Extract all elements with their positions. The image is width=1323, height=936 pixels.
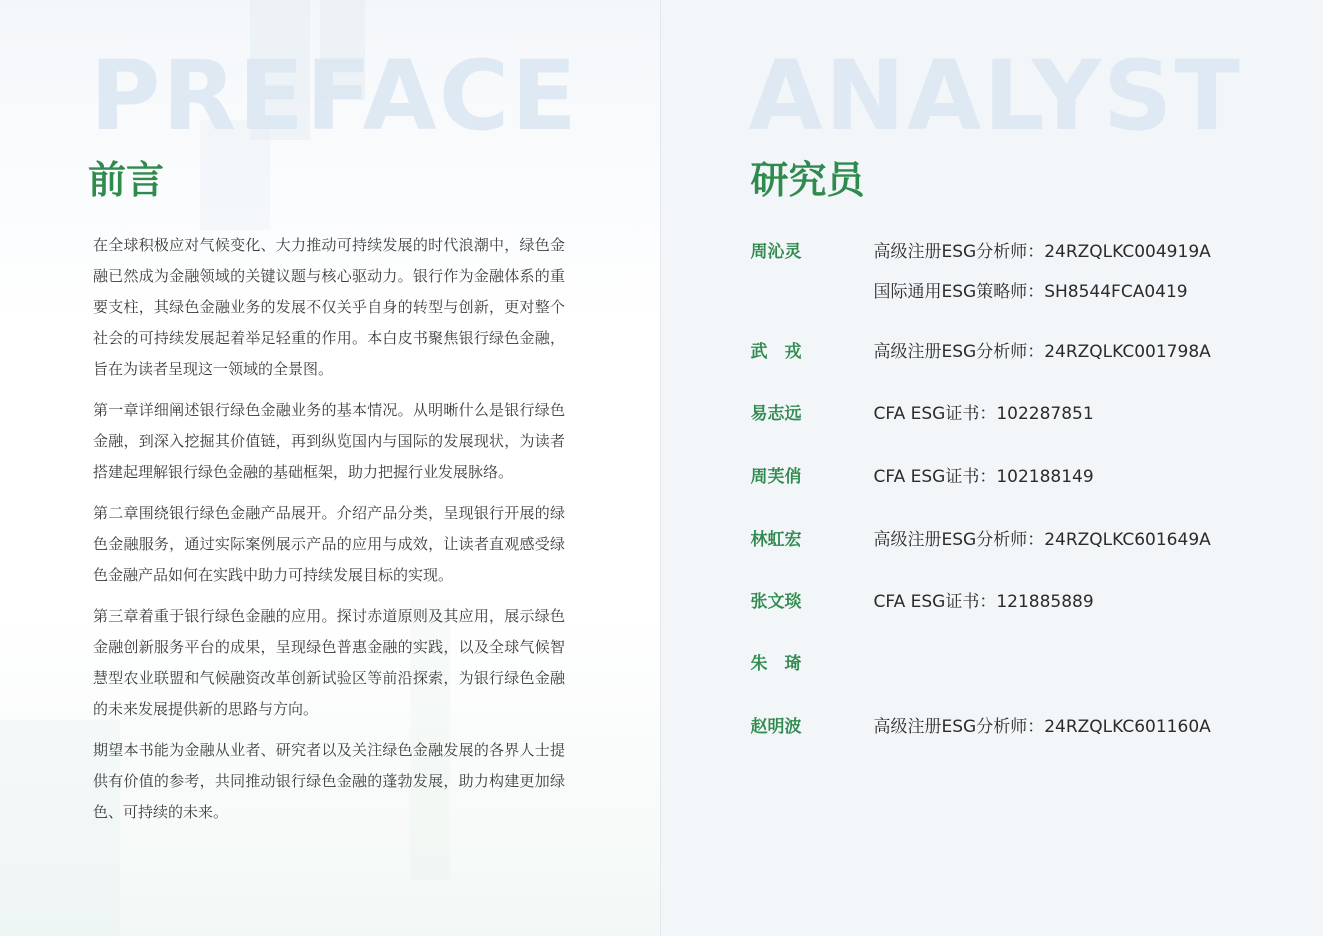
paragraph: 在全球积极应对气候变化、大力推动可持续发展的时代浪潮中，绿色金融已然成为金融领域的关键议题与核心驱动力。银行作为金融体系的重要支柱，其绿色金融业务的发展不仅关乎自身的转型与创新，更对整个社会的可持续发展起着举足轻重的作用。本白皮书聚焦银行绿色金融，旨在为读者呈现这一领域的全景图。 [93, 236, 565, 378]
analyst-page [661, 0, 1323, 936]
analyst-watermark: ANALYST [748, 40, 1242, 152]
credential: 国际通用ESG策略师：SH8544FCA0419 [873, 282, 1188, 302]
page-title: 研究员 [750, 158, 865, 202]
analyst-credentials [874, 232, 1294, 312]
credential: 高级注册ESG分析师：24RZQLKC601160A [873, 717, 1211, 737]
preface-page [0, 0, 661, 936]
analyst-name: 朱 琦 [750, 654, 802, 674]
analyst-credentials [874, 394, 1294, 434]
paragraph: 第二章围绕银行绿色金融产品展开。介绍产品分类，呈现银行开展的绿色金融服务，通过实际案例展示产品的应用与成效，让读者直观感受绿色金融产品如何在实践中助力可持续发展目标的实现。 [93, 504, 565, 584]
credential: CFA ESG证书：102188149 [873, 467, 1094, 487]
analyst-name: 武 戎 [750, 342, 802, 362]
credential: CFA ESG证书：121885889 [873, 592, 1094, 612]
analyst-name: 周芙俏 [750, 467, 802, 487]
preface-body [93, 230, 565, 838]
analyst-credentials [874, 332, 1294, 372]
analyst-name: 张文琰 [750, 592, 802, 612]
credential: 高级注册ESG分析师：24RZQLKC601649A [873, 530, 1211, 550]
analyst-credentials [874, 582, 1294, 622]
analyst-name: 赵明波 [750, 717, 802, 737]
credential: 高级注册ESG分析师：24RZQLKC001798A [873, 342, 1211, 362]
paragraph: 第一章详细阐述银行绿色金融业务的基本情况。从明晰什么是银行绿色金融，到深入挖掘其价值链，再到纵览国内与国际的发展现状，为读者搭建起理解银行绿色金融的基础框架，助力把握行业发展脉络。 [93, 401, 565, 481]
analyst-name: 林虹宏 [750, 530, 802, 550]
credential: 高级注册ESG分析师：24RZQLKC004919A [873, 242, 1211, 262]
credential: CFA ESG证书：102287851 [873, 404, 1094, 424]
paragraph: 期望本书能为金融从业者、研究者以及关注绿色金融发展的各界人士提供有价值的参考，共同推动银行绿色金融的蓬勃发展，助力构建更加绿色、可持续的未来。 [93, 741, 565, 821]
analyst-name: 周沁灵 [750, 242, 802, 262]
analyst-credentials [874, 520, 1294, 560]
page-title: 前言 [88, 158, 165, 202]
preface-watermark: PREFACE [90, 40, 579, 152]
analyst-name: 易志远 [750, 404, 802, 424]
paragraph: 第三章着重于银行绿色金融的应用。探讨赤道原则及其应用，展示绿色金融创新服务平台的成果，呈现绿色普惠金融的实践，以及全球气候智慧型农业联盟和气候融资改革创新试验区等前沿探索，为银行绿色金融的未来发展提供新的思路与方向。 [93, 607, 565, 718]
analyst-credentials [874, 707, 1294, 747]
analyst-credentials [874, 457, 1294, 497]
